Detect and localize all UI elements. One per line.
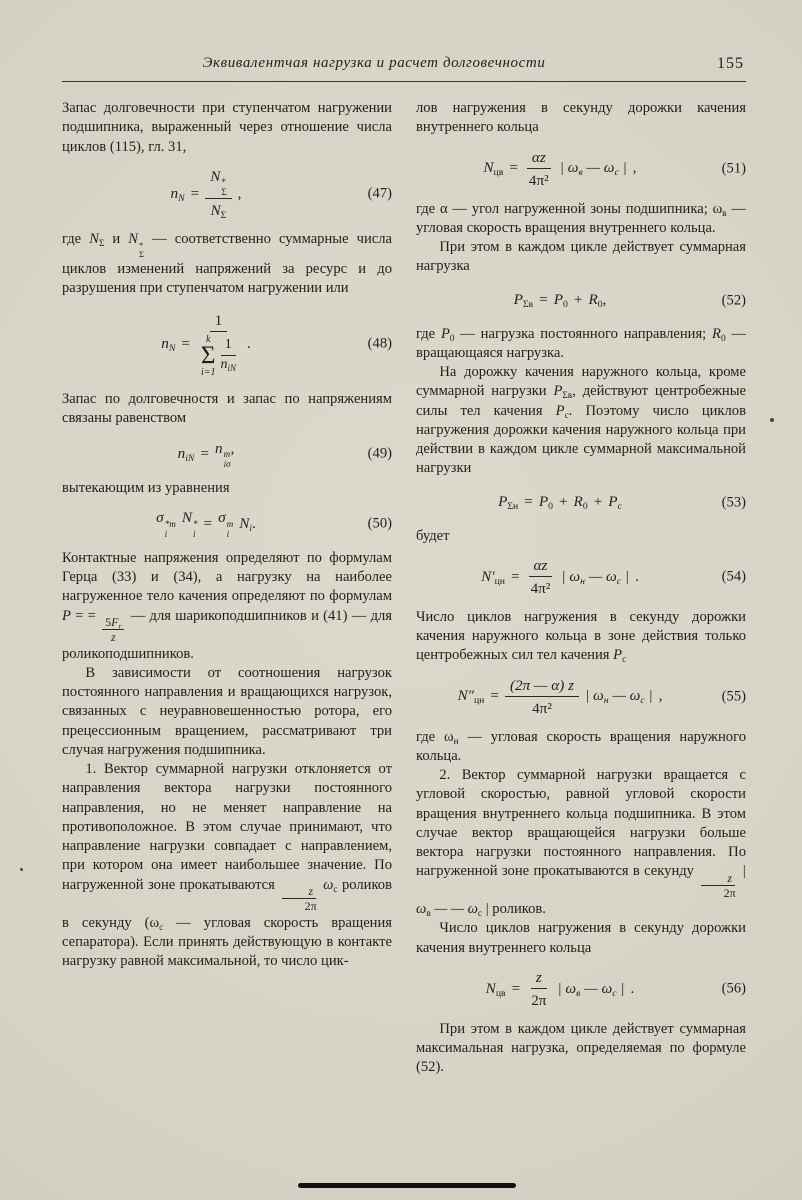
punctuation: , [237,184,242,202]
math-var: N [128,231,138,248]
equation-number: (56) [721,980,746,997]
numerator: (2π — α) z [505,676,579,697]
fraction [526,968,551,1010]
paragraph [62,99,392,157]
fraction [526,556,556,598]
header-rule [62,81,746,82]
inline-fraction: $\frac{5F_r}{z}$ [102,616,124,644]
formula-55 [416,676,746,718]
operator: = [539,291,548,309]
punctuation: , [632,159,637,177]
page-number: 155 [717,55,744,72]
equation-number: (55) [721,687,746,704]
operator: + [573,291,583,309]
text-run: Запас долговечности при ступенчатом нагружении подшипника, выраженный через отношение числа циклов (115), гл. 31, [62,100,392,155]
paragraph: При этом в каждом цикле действует суммарная максимальная нагрузка, определяемая по формуле (52). [416,1020,746,1076]
formula-body: $n_{iN}$ = n m iσ , [177,439,235,470]
absolute-value: | $\omega_н$ — $\omega_с$ | [585,687,653,707]
punctuation: . [630,979,635,997]
scan-speck [20,868,23,871]
sup-sub-stack: * Σ [221,177,227,198]
text-columns [62,99,746,1078]
operator: + [558,493,568,511]
scan-artifact [298,1183,516,1188]
math-sub: N [178,192,185,204]
equation-number: (53) [721,493,746,510]
math-var: n [170,184,179,202]
punctuation: , [658,687,663,705]
denominator: 4π² [530,579,551,597]
formula-56 [416,968,746,1010]
formula-54 [416,556,746,598]
paragraph: При этом в каждом цикле действует суммарная нагрузка [416,239,746,275]
denominator: 2π [531,991,547,1009]
paragraph: где $\omega_н$ — угловая скорость вращения наружного кольца. [416,728,746,764]
operator: + [593,493,603,511]
equation-number: (50) [367,515,392,532]
absolute-value: | $\omega_н$ — $\omega_с$ | [561,567,630,587]
absolute-value: | $\omega_в$ — $\omega_с$ | [559,159,627,179]
inner-fraction: $\frac{1}{n_{iN}}$ [220,337,236,374]
paragraph: Контактные напряжения определяют по формулам Герца (33) и (34), а нагрузку на наиболее нагруженное тело качения определяют по формулам P = = $\frac{5F_r}{z}$ — для шарикоподшипников и (41) — для роликоподшипников. [62,549,392,662]
math-var: N [89,231,99,248]
operator: = [203,514,213,532]
paragraph: вытекающим из уравнения [62,480,230,497]
formula-body: $N_{цв}$ = $\frac{z}{2\pi}$ | $\omega_в$ — $\omega_с$ | . [485,968,635,1009]
denominator: 4π² [532,699,552,717]
inline-fraction: $\frac{z}{2\pi}$ [281,885,316,913]
operator: = [509,159,518,177]
formula-52 [416,287,746,315]
paragraph: Число циклов нагружения в секунду дорожки качения наружного кольца в зоне действия только центробежных сил тел качения $P_с$ [416,608,746,666]
numerator: αz [527,148,551,169]
operator: = [490,687,499,705]
sum-symbol: k Σ i=1 [200,333,216,379]
fraction [505,676,579,718]
numerator: 1 [210,311,228,332]
left-column [62,99,392,1078]
formula-body: $N_{цв}$ = $\frac{\alpha z}{\text{4π²}}$ | $\omega_в$ — $\omega_с$ | , [483,148,637,189]
numerator: N * Σ [205,167,231,200]
paragraph: где α — угол нагруженной зоны подшипника; $\omega_в$ — угловая скорость вращения внутреннего кольца. [416,200,746,236]
formula-body: $n_N$ = 1 k Σ i=1 $\frac{1}{n_{iN}}$ . [161,311,251,379]
operator: = [511,979,521,997]
formula-50 [62,508,392,539]
paragraph: 1. Вектор суммарной нагрузки отклоняется от направления вектора нагрузки постоянного направления, но не меняет направление на противоположное. В этом случае принимают, что направление нагрузки совпадает с направлением, при котором она имеет наибольшее значение. По нагруженной зоне прокатываются $\frac{z}{2\pi}$ $\omega_с$ роликов в секунду ($\omega_с$ — угловая скорость вращения сепаратора). Если принять действующую в контакте нагрузку равной максимальной, то число цик- [62,761,393,970]
formula-body: $P_{\Sigma н}$ = $P_0$ + $R_0$ + $P_с$ [498,493,622,513]
fraction [205,167,231,221]
denominator: $N_\Sigma$ [210,202,227,222]
numerator: z [531,968,547,989]
operator: = [190,184,200,202]
page-content [62,54,746,1078]
punctuation: . [252,514,256,532]
operator: = [200,444,209,462]
scan-speck [770,418,774,422]
paragraph: Запас по долговечностя и запас по напряжениям связаны равенством [62,391,392,427]
formula-51 [416,148,746,190]
paragraph: Число циклов нагружения в секунду дорожки качения внутреннего кольца [416,920,746,956]
paragraph: будет [416,527,450,544]
punctuation: . [246,335,251,353]
paragraph: где $P_0$ — нагрузка постоянного направления; $R_0$ — вращающаяся нагрузка. [416,325,746,361]
formula-body: $N''_{цн}$ = $\frac{(2\pi — \alpha) z}{\text{4π²}}$ | $\omega_н$ — $\omega_с$ | , [457,676,663,717]
equation-number: (49) [367,445,392,462]
formula-48 [62,311,392,379]
formula-47 [62,167,392,221]
formula-53 [416,489,746,517]
inline-fraction: $\frac{z}{2\pi}$ [700,872,735,900]
paragraph: В зависимости от соотношения нагрузок постоянного направления и вращающихся нагрузок, связанных с неуравновешенностью ротора, его прецессионным вращением, рассматривают три случая нагружения подшипника. [62,664,392,758]
equation-number: (47) [367,184,392,201]
equation-number: (52) [721,291,746,308]
running-head-title: Эквивалентчая нагрузка и расчет долговечности [202,55,546,71]
operator: = [510,567,520,585]
formula-body: σ *m i N * i = σ m i $N_i$. [156,509,256,539]
formula-body: $N'_{цн}$ = $\frac{\alpha z}{\text{4π²}}$ | $\omega_н$ — $\omega_с$ | . [481,556,639,597]
absolute-value: | $\omega_в$ — $\omega_с$ | [557,979,625,999]
paragraph: где $N_\Sigma$ и N * Σ — соответственно суммарные числа циклов изменений напряжений за ресурс и до разрушения при ступенчатом нагружении или [62,231,392,297]
paragraph: 2. Вектор суммарной нагрузки вращается с угловой скоростью, равной угловой скорости вращения внутреннего кольца подшипника. В этом случае вектор вращающейся нагрузки больше вектора нагрузки постоянного направления. По нагруженной зоне прокатываются в секунду $\frac{z}{2\pi}$ | $\omega_в$ — — $\omega_с$ | роликов. [416,767,746,920]
equation-number: (48) [367,335,392,352]
equation-number: (51) [721,159,746,176]
running-head [62,54,746,78]
punctuation: , [602,291,607,309]
math-var: P [62,607,71,624]
numerator: αz [529,556,553,577]
formula-49 [62,439,392,470]
formula-body: $P_{\Sigma в}$ = $P_0$ + $R_0$, [513,291,607,311]
denominator: 4π² [528,171,549,189]
denominator [196,332,241,379]
punctuation: . [635,567,639,585]
operator: = [524,493,533,511]
equation-number: (54) [721,568,746,585]
paragraph: лов нагружения в секунду дорожки качения внутреннего кольца [416,100,746,136]
paragraph: На дорожку качения наружного кольца, кроме суммарной нагрузки $P_{\Sigma в}$, действуют центробежные силы тел качения $P_с$. Поэтому число циклов нагружения дорожки качения наружного кольца при действии в каждом цикле суммарной максимальной нагрузки [416,364,746,477]
fraction [196,311,241,379]
right-column [416,99,746,1078]
fraction [524,148,554,190]
punctuation: , [230,439,235,457]
formula-body [171,167,242,221]
operator: = [181,335,190,353]
